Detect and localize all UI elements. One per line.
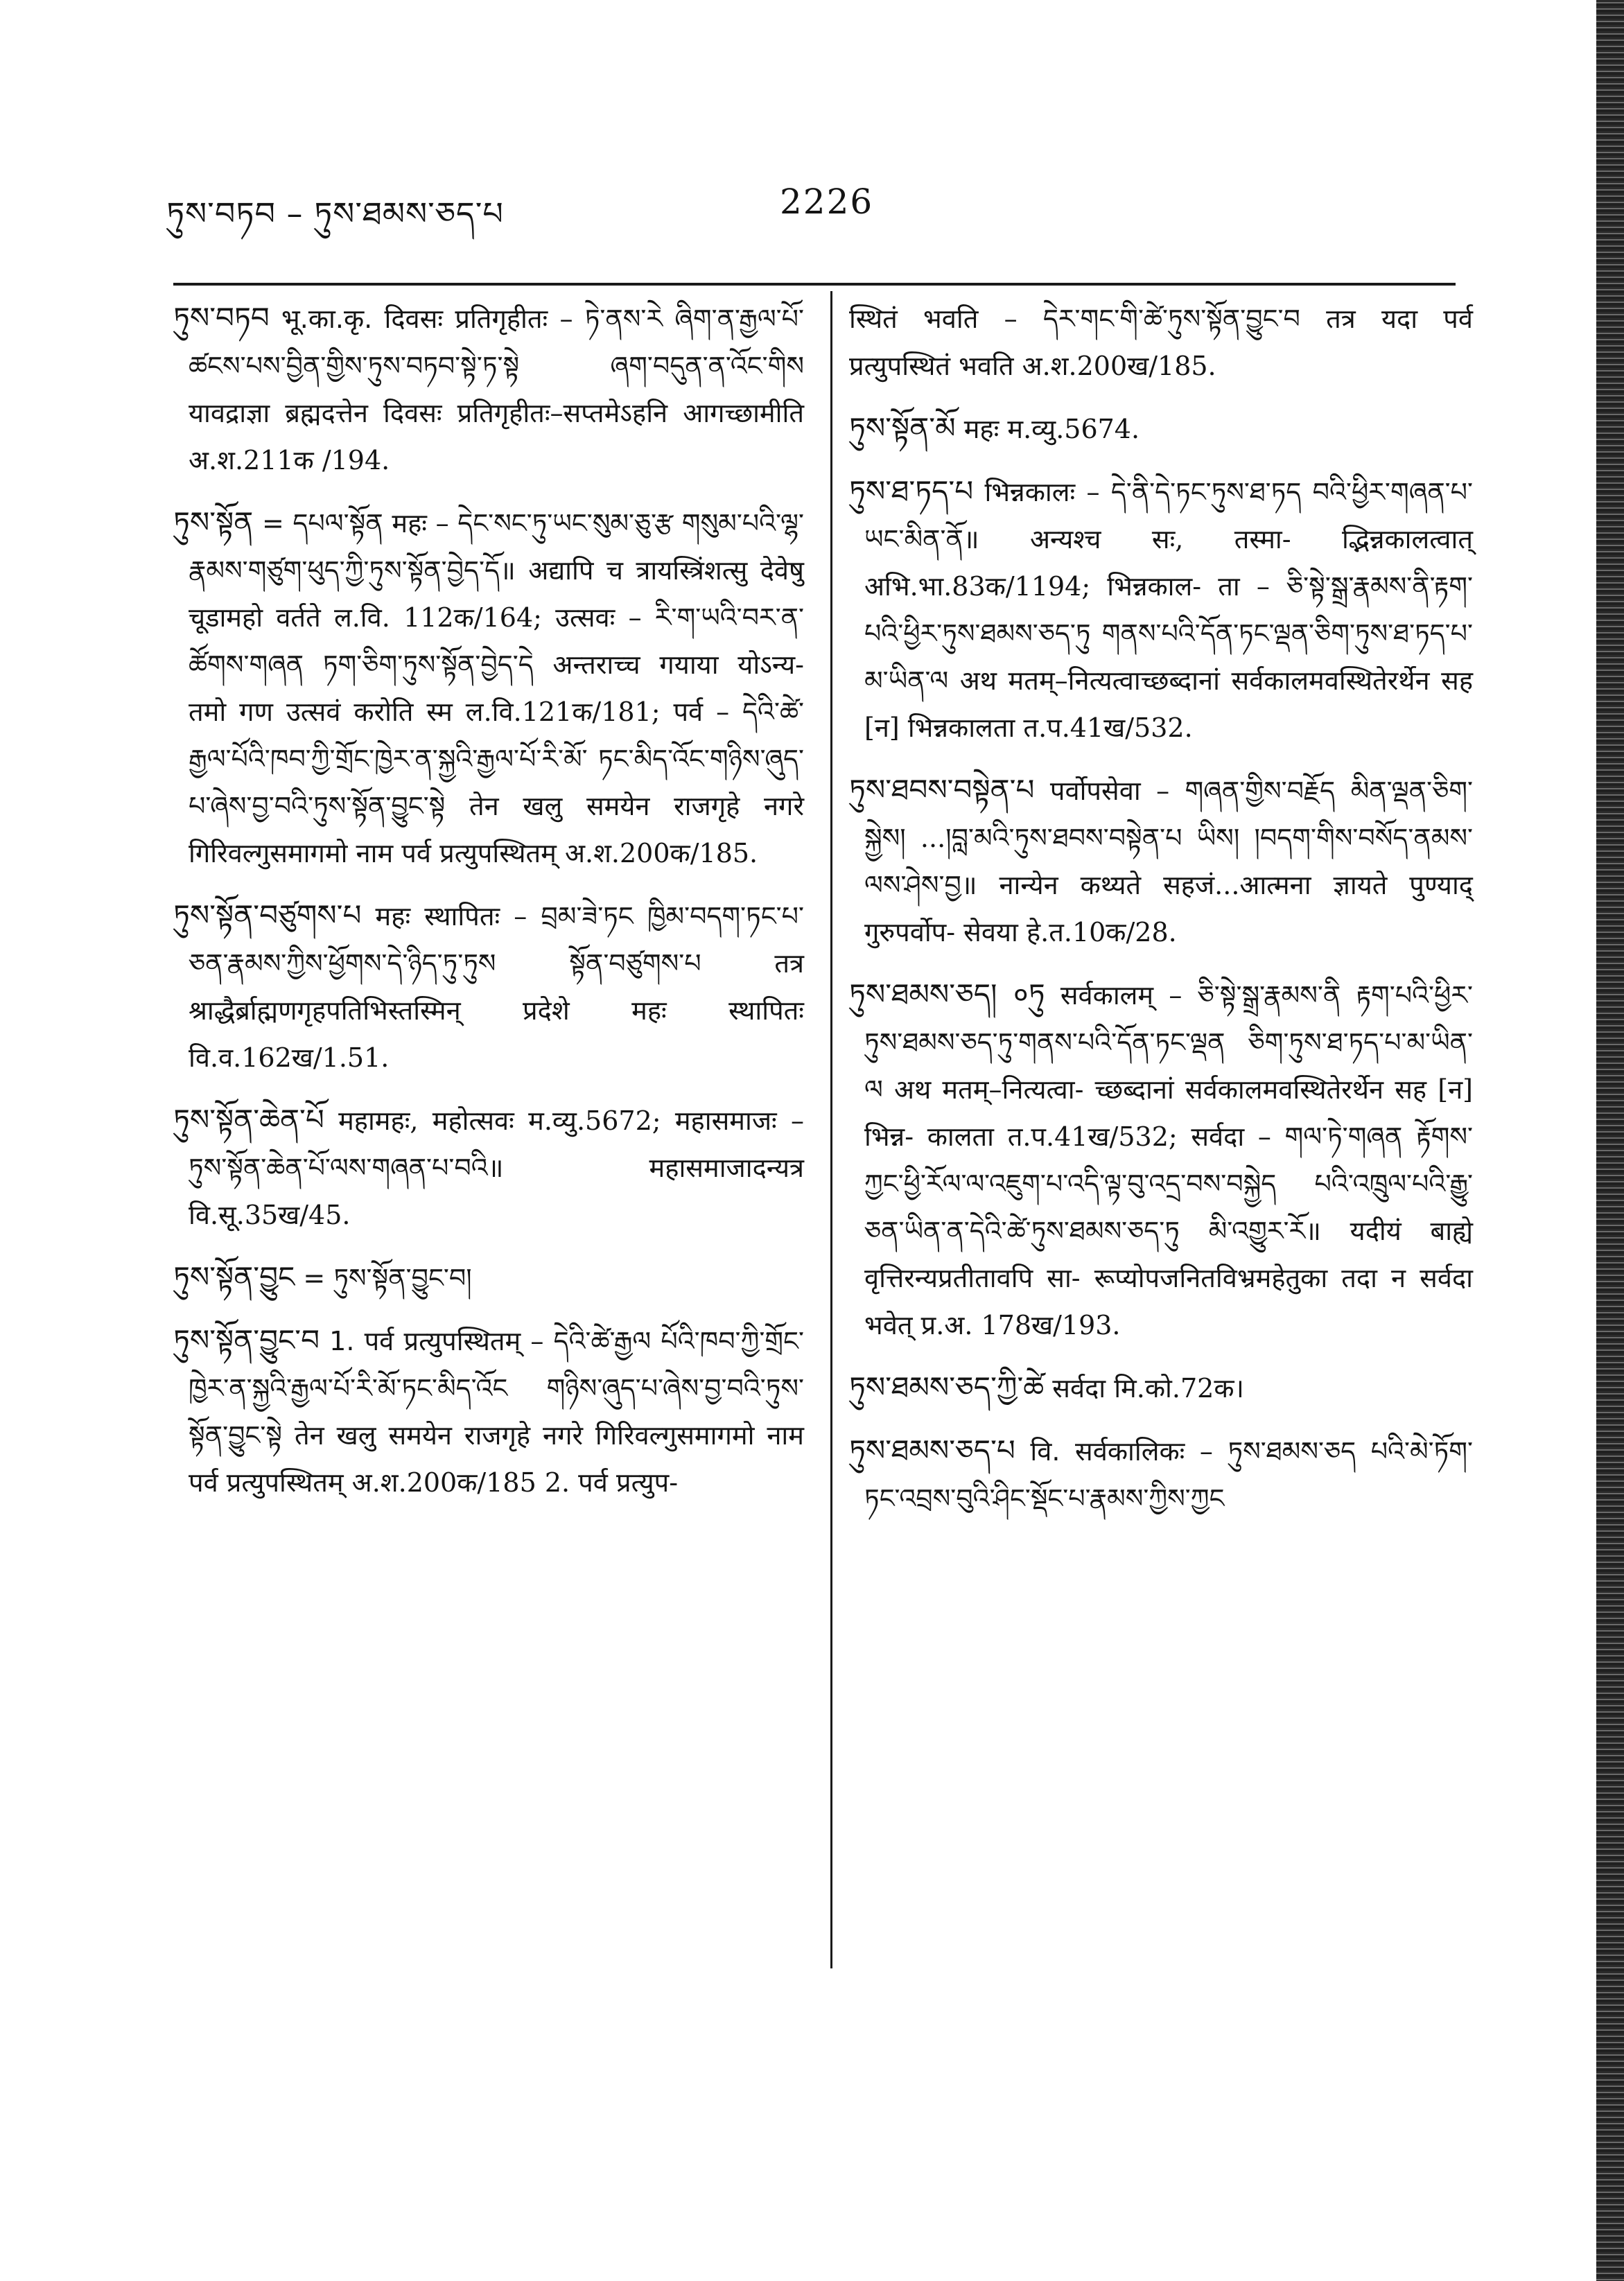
dictionary-entry — [173, 1096, 804, 1239]
dictionary-entry — [173, 892, 804, 1081]
column-divider — [830, 291, 832, 1968]
right-column — [849, 295, 1473, 1537]
page-number: 2226 — [780, 182, 874, 222]
entry-headword: ཏུས་ཐ་ཏད་པ — [849, 474, 974, 508]
dictionary-entry-continuation — [849, 295, 1473, 390]
entry-definition: महामहः, महोत्सवः म.व्यु.5672; महासमाजः – ཏུས་སྟོན་ཆེན་པོ་ལས་གཞན་པ་བའི॥ महासमाजादन्यत्र वि.सू.35ख/45. — [189, 1105, 804, 1230]
entry-headword: ཏུས་སྟོན — [173, 505, 254, 539]
entry-definition: सर्वकालम् – ཅི་སྟེ་སྒྲ་རྣམས་ནི རྟག་པའི་ཕྱིར་ཏུས་ཐམས་ཅད་ཏུ་གནས་པའི་དོན་ཏང་ལྡན ཅིག་ཏུས་ཐ་ཏད་པ་མ་ཡིན་ལ अथ मतम्–नित्यत्वा- च्छब्दानां सर्वकालमवस्थितेरर्थेन सह [न] भिन्न- कालता त.प.41ख/532; सर्वदा – གལ་ཏེ་གཞན རྟོགས་ཀྱང་ཕྱི་རོལ་ལ་འཇུག་པ་འདི་ལྟ་བུ་འདྲ་བས་བསྐྱེད པའི་འཁྲུལ་པའི་རྒྱུ་ཅན་ཡིན་ན་དེའི་ཚེ་ཏུས་ཐམས་ཅད་ཏུ མི་འགྱུར་རོ॥ यदीयं बाह्ये वृत्तिरन्यप्रतीतावपि सा- रूप्योपजनितविभ्रमहेतुका तदा न सर्वदा भवेत् प्र.अ. 178ख/193. — [864, 980, 1473, 1340]
entry-definition: पर्व प्रत्युपस्थितम् – དེའི་ཚེ་རྒྱལ པོའི་ཁབ་ཀྱི་གྲོང་ཁྱེར་ན་སྐྱའི་རྒྱལ་པོ་རི་མོ་ཏང་མིད་འོང གཉིས་ཞུད་པ་ཞེས་བྱ་བའི་ཏུས་སྟོན་བྱུང་སྟེ तेन खलु समयेन राजगृहे नगरे गिरिवल्गुसमागमो नाम पर्व प्रत्युपस्थितम् अ.श.200क/185 2. पर्व प्रत्युप- — [189, 1326, 804, 1498]
dictionary-entry — [173, 295, 804, 484]
dictionary-entry — [849, 971, 1473, 1349]
entry-headword: ཏུས་ཐབས་བསྟེན་པ — [849, 773, 1035, 807]
entry-grammar: वि. — [1030, 1436, 1060, 1467]
entry-grammar: = དཔལ་སྟོན — [261, 508, 383, 539]
entry-headword: ཏུས་སྟོན་ཆེན་པོ — [173, 1103, 324, 1137]
entry-headword: ཏུས་བཏབ — [173, 301, 270, 335]
entry-headword: ཏུས་སྟོན་བྱུང — [173, 1260, 295, 1294]
entry-definition: सर्वदा मि.को.72क। — [1052, 1373, 1244, 1404]
dictionary-entry — [173, 1317, 804, 1506]
entry-grammar: = — [303, 1263, 326, 1293]
entry-definition: ཏུས་སྟོན་བྱུང་བ། — [333, 1263, 472, 1293]
entry-definition: दिवसः प्रतिगृहीतः – ཏེ་ནས་རེ ཞིག་ན་རྒྱལ་པོ་ཚངས་པས་བྱིན་གྱིས་ཏུས་བཏབ་སྟེ་ཏ་སྟེ ཞག་བདུན་ན་འོང་གིས यावद्राज्ञा ब्रह्मदत्तेन दिवसः प्रतिगृहीतः–सप्तमेऽहनि आगच्छामीति अ.श.211क /194. — [189, 304, 804, 475]
header-rule — [173, 283, 1456, 286]
entry-grammar: 1. — [329, 1326, 355, 1356]
dictionary-entry — [849, 405, 1473, 453]
left-column — [173, 295, 804, 1521]
entry-headword: ཏུས་སྟོན་བྱུང་བ — [173, 1323, 320, 1357]
entry-definition: महः स्थापितः – བྲམ་ཟེ་ཏང ཁྱིམ་བདག་ཏང་པ་ཅན་རྣམས་ཀྱིས་ཕྱོགས་དེ་ཉིད་ཏུ་ཏུས སྟོན་བཙུགས་པ तत्र श्राद्धैर्ब्राह्मणगृहपतिभिस्तस्मिन् प्रदेशे महः स्थापितः वि.व.162ख/1.51. — [189, 901, 804, 1073]
entry-headword: ཏུས་སྟོན་བཙུགས་པ — [173, 898, 362, 932]
entry-definition: स्थितं भवति – དེར་གང་གི་ཚེ་ཏུས་སྟོན་བྱུང་བ तत्र यदा पर्व प्रत्युपस्थितं भवति अ.श.200ख/185. — [849, 304, 1473, 381]
scan-binding-edge — [1596, 0, 1624, 2281]
entry-definition: पर्वोपसेवा – གཞན་གྱིས་བརྗོད མིན་ལྡན་ཅིག་སྐྱེས། ...།བླ་མའི་ཏུས་ཐབས་བསྟེན་པ ཡིས། །བདག་གིས་བསོད་ནམས་ལས་ཤེས་བྱ॥ नान्येन कथ्यते सहजं...आत्मना ज्ञायते पुण्याद् गुरुपर्वोप- सेवया हे.त.10क/28. — [864, 776, 1473, 947]
entry-definition: सर्वकालिकः – ཏུས་ཐམས་ཅད པའི་མེ་ཏོག་ཏང་འབྲས་བུའི་ཤིང་སྡོང་པ་རྣམས་ཀྱིས་ཀྱང — [864, 1436, 1473, 1514]
dictionary-entry — [849, 767, 1473, 956]
dictionary-entry — [849, 468, 1473, 751]
dictionary-entry — [173, 1254, 804, 1302]
entry-headword: ཏུས་སྟོན་མོ — [849, 411, 956, 445]
dictionary-entry — [849, 1364, 1473, 1412]
entry-definition: महः म.व्यु.5674. — [963, 414, 1140, 444]
entry-definition: महः – དེང་སང་ཏུ་ཡང་སུམ་ཅུ་རྩ གསུམ་པའི་ལྷ་རྣམས་གཙུག་ཕུད་ཀྱི་ཏུས་སྟོན་བྱེད་དོ॥ अद्यापि च त्रायस्त्रिंशत्सु देवेषु चूडामहो वर्तते ल.वि. 112क/164; उत्सवः – རི་ག་ཡའི་བར་ན་ཚོགས་གཞན ཏག་ཅིག་ཏུས་སྟོན་བྱེད་དེ अन्तराच्च गयाया योऽन्य- तमो गण उत्सवं करोति स्म ल.वि.121क/181; पर्व – དེའི་ཚེ་རྒྱལ་པོའི་ཁབ་ཀྱི་གྲོང་ཁྱེར་ན་སྐྱའི་རྒྱལ་པོ་རི་མོ་ ཏང་མིད་འོང་གཉིས་ཞུད་པ་ཞེས་བྱ་བའི་ཏུས་སྟོན་བྱུང་སྟེ तेन खलु समयेन राजगृहे नगरे गिरिवल्गुसमागमो नाम पर्व प्रत्युपस्थितम् अ.श.200क/185. — [189, 508, 804, 868]
entry-headword: ཏུས་ཐམས་ཅད། ०ཏུ — [849, 977, 1045, 1011]
dictionary-entry — [173, 499, 804, 877]
entry-headword: ཏུས་ཐམས་ཅད་ཀྱི་ཚེ — [849, 1370, 1045, 1404]
entry-grammar: भू.का.कृ. — [281, 304, 373, 334]
dictionary-entry — [849, 1427, 1473, 1522]
entry-definition: भिन्नकालः – དེ་ནི་དེ་ཏང་ཏུས་ཐ་ཏད བའི་ཕྱིར་གཞན་པ་ཡང་མིན་ནོ॥ अन्यश्च सः, तस्मा- द्भिन्नकालत्वात् अभि.भा.83क/1194; भिन्नकाल- ता – ཅི་སྟེ་སྒྲ་རྣམས་ནི་རྟག་པའི་ཕྱིར་ཏུས་ཐམས་ཅད་ཏུ གནས་པའི་དོན་ཏང་ལྡན་ཅིག་ཏུས་ཐ་ཏད་པ་མ་ཡིན་ལ अथ मतम्–नित्यत्वाच्छब्दानां सर्वकालमवस्थितेरर्थेन सह [न] भिन्नकालता त.प.41ख/532. — [864, 477, 1473, 743]
entry-headword: ཏུས་ཐམས་ཅད་པ — [849, 1433, 1015, 1467]
running-head: ཏུས་བཏབ – ཏུས་ཐམས་ཅད་པ — [166, 195, 504, 232]
